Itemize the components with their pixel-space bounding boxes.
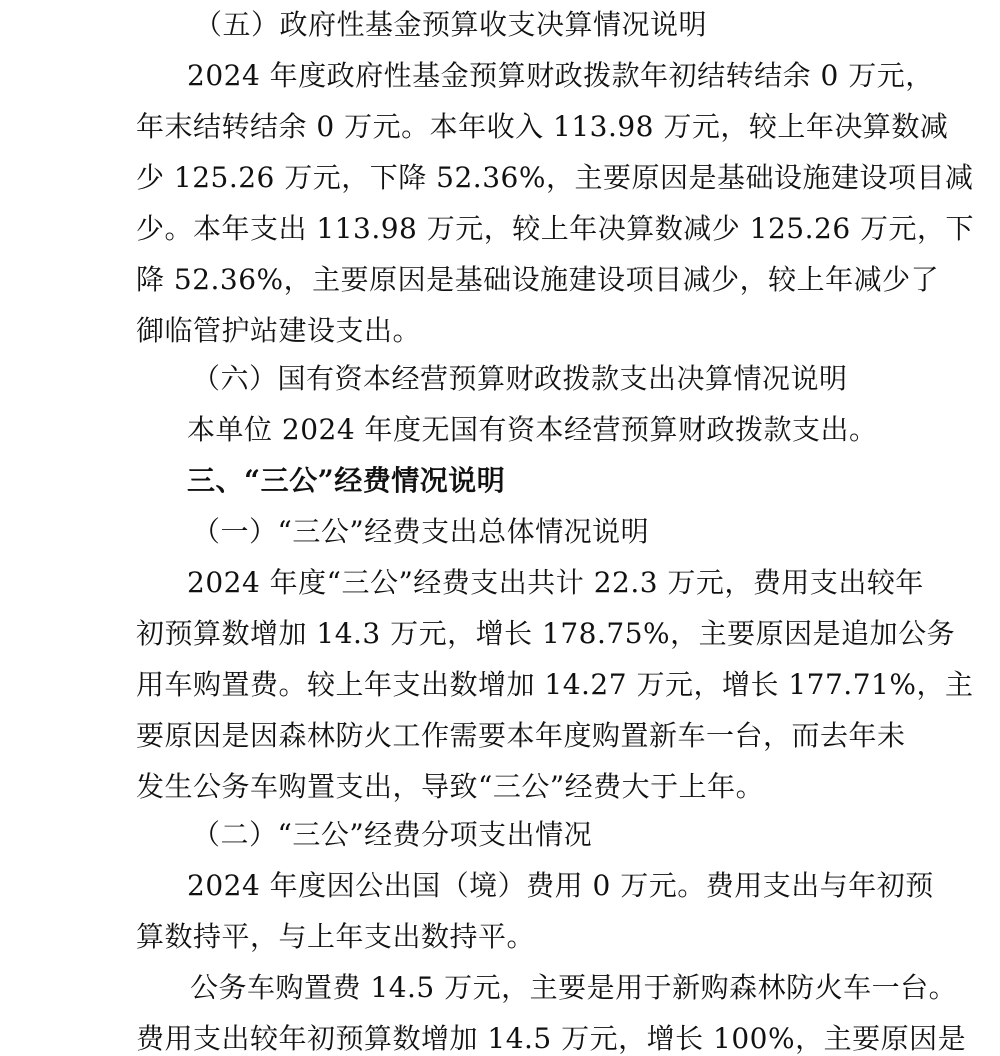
paragraph-line: 御临管护站建设支出。 <box>136 314 422 347</box>
section-3-heading: 三、“三公”经费情况说明 <box>187 464 506 497</box>
paragraph-line: 发生公务车购置支出，导致“三公”经费大于上年。 <box>136 770 765 803</box>
paragraph-line: 年末结转结余 0 万元。本年收入 113.98 万元，较上年决算数减 <box>136 110 949 143</box>
paragraph-line: 2024 年度“三公”经费支出共计 22.3 万元，费用支出较年 <box>187 566 924 599</box>
paragraph-line: 算数持平，与上年支出数持平。 <box>136 920 536 953</box>
paragraph-line: 2024 年度政府性基金预算财政拨款年初结转结余 0 万元， <box>187 59 934 92</box>
section-6-heading: （六）国有资本经营预算财政拨款支出决算情况说明 <box>192 362 848 395</box>
paragraph-line: 本单位 2024 年度无国有资本经营预算财政拨款支出。 <box>187 413 878 446</box>
subsection-1-heading: （一）“三公”经费支出总体情况说明 <box>192 515 650 548</box>
section-5-heading: （五）政府性基金预算收支决算情况说明 <box>194 8 708 41</box>
paragraph-line: 要原因是因森林防火工作需要本年度购置新车一台，而去年未 <box>136 719 906 752</box>
paragraph-line: 初预算数增加 14.3 万元，增长 178.75%，主要原因是追加公务 <box>136 617 956 650</box>
paragraph-line: 公务车购置费 14.5 万元，主要是用于新购森林防火车一台。 <box>190 971 958 1004</box>
paragraph-line: 降 52.36%，主要原因是基础设施建设项目减少，较上年减少了 <box>136 263 940 296</box>
paragraph-line: 少。本年支出 113.98 万元，较上年决算数减少 125.26 万元，下 <box>136 212 975 245</box>
paragraph-line: 少 125.26 万元，下降 52.36%，主要原因是基础设施建设项目减 <box>136 161 974 194</box>
paragraph-line: 费用支出较年初预算数增加 14.5 万元，增长 100%，主要原因是 <box>136 1022 967 1055</box>
subsection-2-heading: （二）“三公”经费分项支出情况 <box>192 818 593 851</box>
paragraph-line: 2024 年度因公出国（境）费用 0 万元。费用支出与年初预 <box>187 869 934 902</box>
paragraph-line: 用车购置费。较上年支出数增加 14.27 万元，增长 177.71%，主 <box>136 668 974 701</box>
